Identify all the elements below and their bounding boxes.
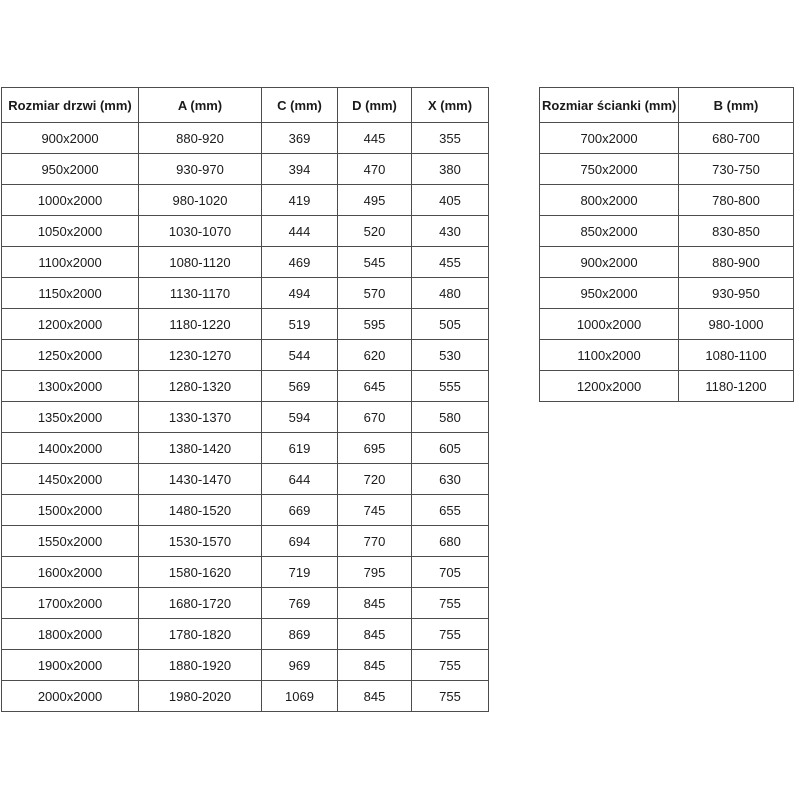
table-cell: 1380-1420	[139, 433, 262, 464]
table-cell: 1180-1200	[679, 371, 794, 402]
table-row	[540, 309, 794, 340]
table-cell: 830-850	[679, 216, 794, 247]
table-cell: 1150x2000	[2, 278, 139, 309]
table-cell: 655	[412, 495, 489, 526]
table-cell: 1680-1720	[139, 588, 262, 619]
table-row	[2, 309, 489, 340]
table-cell: 930-970	[139, 154, 262, 185]
table-cell: 900x2000	[540, 247, 679, 278]
table-cell: 645	[338, 371, 412, 402]
table-row	[540, 123, 794, 154]
table-cell: 719	[262, 557, 338, 588]
table-cell: 1450x2000	[2, 464, 139, 495]
table-cell: 670	[338, 402, 412, 433]
table-cell: 369	[262, 123, 338, 154]
table-cell: 869	[262, 619, 338, 650]
table-cell: 720	[338, 464, 412, 495]
table-cell: 1200x2000	[2, 309, 139, 340]
table-cell: 444	[262, 216, 338, 247]
column-header: A (mm)	[139, 88, 262, 123]
table-row	[2, 216, 489, 247]
table-cell: 595	[338, 309, 412, 340]
table-row	[2, 464, 489, 495]
table-cell: 1100x2000	[2, 247, 139, 278]
table-cell: 380	[412, 154, 489, 185]
table-cell: 570	[338, 278, 412, 309]
table-cell: 700x2000	[540, 123, 679, 154]
table-cell: 1230-1270	[139, 340, 262, 371]
table-cell: 694	[262, 526, 338, 557]
table-cell: 1880-1920	[139, 650, 262, 681]
table-row	[2, 371, 489, 402]
table-row	[2, 650, 489, 681]
table-cell: 644	[262, 464, 338, 495]
table-row	[540, 185, 794, 216]
table-row	[2, 433, 489, 464]
table-cell: 770	[338, 526, 412, 557]
table-cell: 505	[412, 309, 489, 340]
table-cell: 1069	[262, 681, 338, 712]
table-cell: 745	[338, 495, 412, 526]
table-row	[2, 526, 489, 557]
table-row	[2, 154, 489, 185]
table-cell: 605	[412, 433, 489, 464]
table-cell: 355	[412, 123, 489, 154]
table-cell: 755	[412, 681, 489, 712]
table-cell: 1600x2000	[2, 557, 139, 588]
table-cell: 969	[262, 650, 338, 681]
table-row	[540, 278, 794, 309]
table-cell: 680	[412, 526, 489, 557]
table-cell: 1550x2000	[2, 526, 139, 557]
table-cell: 545	[338, 247, 412, 278]
column-header: X (mm)	[412, 88, 489, 123]
table-row	[540, 340, 794, 371]
table-row	[2, 185, 489, 216]
table-cell: 1800x2000	[2, 619, 139, 650]
table-cell: 980-1020	[139, 185, 262, 216]
table-cell: 544	[262, 340, 338, 371]
table-cell: 845	[338, 588, 412, 619]
table-cell: 845	[338, 650, 412, 681]
table-row	[2, 247, 489, 278]
table-cell: 419	[262, 185, 338, 216]
table-cell: 1100x2000	[540, 340, 679, 371]
table-cell: 780-800	[679, 185, 794, 216]
table-cell: 1330-1370	[139, 402, 262, 433]
column-header: C (mm)	[262, 88, 338, 123]
table-row	[2, 619, 489, 650]
table-row	[2, 340, 489, 371]
table-cell: 1980-2020	[139, 681, 262, 712]
table-cell: 619	[262, 433, 338, 464]
table-cell: 1030-1070	[139, 216, 262, 247]
table-cell: 1080-1120	[139, 247, 262, 278]
table-cell: 494	[262, 278, 338, 309]
table-cell: 569	[262, 371, 338, 402]
table-cell: 555	[412, 371, 489, 402]
table-header-row	[540, 88, 794, 123]
door-sizes-table	[1, 87, 489, 712]
table-row	[540, 154, 794, 185]
wall-sizes-table	[539, 87, 794, 402]
table-cell: 1900x2000	[2, 650, 139, 681]
table-cell: 405	[412, 185, 489, 216]
table-cell: 750x2000	[540, 154, 679, 185]
table-row	[540, 216, 794, 247]
table-cell: 1530-1570	[139, 526, 262, 557]
table-cell: 630	[412, 464, 489, 495]
table-cell: 1000x2000	[540, 309, 679, 340]
table-cell: 455	[412, 247, 489, 278]
table-cell: 469	[262, 247, 338, 278]
table-row	[2, 278, 489, 309]
table-cell: 394	[262, 154, 338, 185]
table-cell: 1300x2000	[2, 371, 139, 402]
table-cell: 594	[262, 402, 338, 433]
table-cell: 620	[338, 340, 412, 371]
table-cell: 1480-1520	[139, 495, 262, 526]
table-cell: 795	[338, 557, 412, 588]
table-row	[2, 557, 489, 588]
table-cell: 519	[262, 309, 338, 340]
table-cell: 880-920	[139, 123, 262, 154]
table-cell: 520	[338, 216, 412, 247]
table-cell: 1080-1100	[679, 340, 794, 371]
table-cell: 1250x2000	[2, 340, 139, 371]
table-cell: 680-700	[679, 123, 794, 154]
table-cell: 755	[412, 619, 489, 650]
table-cell: 769	[262, 588, 338, 619]
table-cell: 1200x2000	[540, 371, 679, 402]
column-header: D (mm)	[338, 88, 412, 123]
table-cell: 669	[262, 495, 338, 526]
table-cell: 950x2000	[540, 278, 679, 309]
table-cell: 1350x2000	[2, 402, 139, 433]
table-cell: 845	[338, 619, 412, 650]
table-cell: 1700x2000	[2, 588, 139, 619]
column-header: Rozmiar ścianki (mm)	[540, 88, 679, 123]
table-cell: 1050x2000	[2, 216, 139, 247]
table-cell: 1430-1470	[139, 464, 262, 495]
table-cell: 950x2000	[2, 154, 139, 185]
table-cell: 1000x2000	[2, 185, 139, 216]
table-cell: 695	[338, 433, 412, 464]
column-header: Rozmiar drzwi (mm)	[2, 88, 139, 123]
table-row	[2, 402, 489, 433]
table-cell: 930-950	[679, 278, 794, 309]
table-cell: 845	[338, 681, 412, 712]
table-cell: 1780-1820	[139, 619, 262, 650]
table-cell: 1130-1170	[139, 278, 262, 309]
table-header-row	[2, 88, 489, 123]
table-cell: 430	[412, 216, 489, 247]
table-cell: 800x2000	[540, 185, 679, 216]
table-cell: 755	[412, 650, 489, 681]
table-row	[2, 123, 489, 154]
table-cell: 470	[338, 154, 412, 185]
table-row	[2, 588, 489, 619]
table-cell: 1280-1320	[139, 371, 262, 402]
table-cell: 705	[412, 557, 489, 588]
table-row	[540, 247, 794, 278]
table-cell: 880-900	[679, 247, 794, 278]
table-cell: 1180-1220	[139, 309, 262, 340]
column-header: B (mm)	[679, 88, 794, 123]
table-cell: 1400x2000	[2, 433, 139, 464]
table-cell: 850x2000	[540, 216, 679, 247]
table-cell: 495	[338, 185, 412, 216]
table-cell: 1500x2000	[2, 495, 139, 526]
table-cell: 530	[412, 340, 489, 371]
table-cell: 900x2000	[2, 123, 139, 154]
table-cell: 580	[412, 402, 489, 433]
table-row	[2, 495, 489, 526]
table-cell: 980-1000	[679, 309, 794, 340]
table-cell: 730-750	[679, 154, 794, 185]
table-cell: 480	[412, 278, 489, 309]
table-cell: 755	[412, 588, 489, 619]
table-cell: 2000x2000	[2, 681, 139, 712]
table-row	[540, 371, 794, 402]
table-cell: 445	[338, 123, 412, 154]
table-cell: 1580-1620	[139, 557, 262, 588]
table-row	[2, 681, 489, 712]
